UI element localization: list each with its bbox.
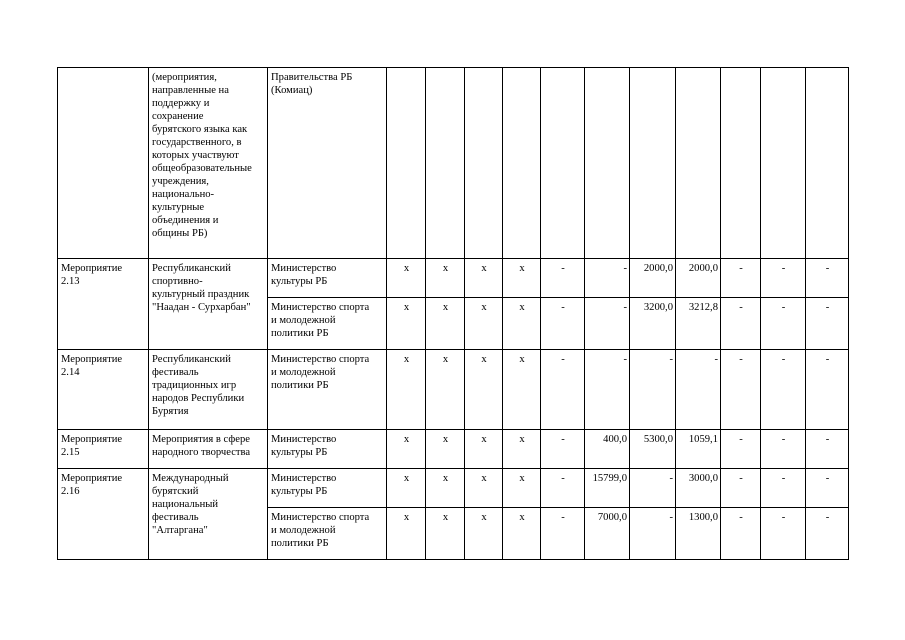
value-cell: - [630, 508, 676, 560]
value-cell: - [761, 350, 806, 430]
value-cell: 3200,0 [630, 298, 676, 350]
value-cell: - [806, 469, 849, 508]
value-cell: - [761, 259, 806, 298]
executor-cell: Министерство спорта и молодежной политики РБ [268, 350, 387, 430]
value-cell: - [806, 259, 849, 298]
value-cell [676, 68, 721, 259]
value-cell: - [806, 350, 849, 430]
value-cell: x [465, 259, 503, 298]
value-cell: - [541, 508, 585, 560]
value-cell: x [387, 508, 426, 560]
activity-name-cell: Республиканский фестиваль традиционных игр народов Республики Бурятия [149, 350, 268, 430]
executor-cell: Правительства РБ (Комиац) [268, 68, 387, 259]
value-cell: 2000,0 [630, 259, 676, 298]
value-cell: x [426, 298, 465, 350]
table-row [58, 68, 849, 259]
value-cell: 3000,0 [676, 469, 721, 508]
value-cell [630, 68, 676, 259]
value-cell: - [676, 350, 721, 430]
value-cell: 3212,8 [676, 298, 721, 350]
value-cell [585, 68, 630, 259]
value-cell: 15799,0 [585, 469, 630, 508]
activity-code-cell [58, 68, 149, 259]
activity-name-cell: Мероприятия в сфере народного творчества [149, 430, 268, 469]
value-cell: x [503, 259, 541, 298]
activity-code-cell: Мероприятие 2.14 [58, 350, 149, 430]
value-cell: - [721, 430, 761, 469]
value-cell: 2000,0 [676, 259, 721, 298]
value-cell: 1300,0 [676, 508, 721, 560]
value-cell: x [426, 469, 465, 508]
value-cell: x [465, 430, 503, 469]
executor-cell: Министерство спорта и молодежной политики РБ [268, 508, 387, 560]
value-cell: - [761, 430, 806, 469]
value-cell: - [721, 350, 761, 430]
activity-name-cell: Международный бурятский национальный фестиваль "Алтаргана" [149, 469, 268, 560]
table-row [58, 350, 849, 430]
value-cell: - [541, 350, 585, 430]
value-cell: - [541, 469, 585, 508]
executor-cell: Министерство культуры РБ [268, 430, 387, 469]
executor-cell: Министерство спорта и молодежной политики РБ [268, 298, 387, 350]
activity-code-cell: Мероприятие 2.16 [58, 469, 149, 560]
program-table [57, 67, 849, 560]
value-cell: - [806, 430, 849, 469]
value-cell: - [630, 469, 676, 508]
value-cell: - [721, 508, 761, 560]
value-cell [426, 68, 465, 259]
value-cell: x [426, 508, 465, 560]
value-cell: 1059,1 [676, 430, 721, 469]
value-cell: - [541, 259, 585, 298]
value-cell: - [541, 298, 585, 350]
value-cell: - [585, 350, 630, 430]
value-cell: x [387, 350, 426, 430]
value-cell [503, 68, 541, 259]
value-cell: - [721, 298, 761, 350]
value-cell: x [426, 259, 465, 298]
activity-code-cell: Мероприятие 2.15 [58, 430, 149, 469]
value-cell: x [387, 430, 426, 469]
table-row [58, 469, 849, 508]
value-cell: x [387, 259, 426, 298]
value-cell: x [465, 350, 503, 430]
value-cell [387, 68, 426, 259]
value-cell: x [503, 508, 541, 560]
value-cell: x [426, 350, 465, 430]
value-cell: - [806, 298, 849, 350]
value-cell: - [761, 508, 806, 560]
executor-cell: Министерство культуры РБ [268, 469, 387, 508]
value-cell: x [503, 298, 541, 350]
value-cell: - [585, 259, 630, 298]
table-row [58, 259, 849, 298]
activity-code-cell: Мероприятие 2.13 [58, 259, 149, 350]
value-cell [806, 68, 849, 259]
value-cell: x [465, 469, 503, 508]
activity-name-cell: Республиканский спортивно- культурный праздник "Наадан - Сурхарбан" [149, 259, 268, 350]
value-cell: - [541, 430, 585, 469]
value-cell: - [761, 469, 806, 508]
value-cell: x [503, 430, 541, 469]
value-cell: 400,0 [585, 430, 630, 469]
value-cell: 7000,0 [585, 508, 630, 560]
executor-cell: Министерство культуры РБ [268, 259, 387, 298]
value-cell: x [426, 430, 465, 469]
value-cell: - [761, 298, 806, 350]
table-row [58, 430, 849, 469]
value-cell [721, 68, 761, 259]
value-cell: - [630, 350, 676, 430]
value-cell [541, 68, 585, 259]
value-cell: x [503, 350, 541, 430]
value-cell: x [465, 508, 503, 560]
value-cell: x [387, 298, 426, 350]
value-cell: - [585, 298, 630, 350]
value-cell: x [387, 469, 426, 508]
value-cell [465, 68, 503, 259]
value-cell: x [465, 298, 503, 350]
value-cell [761, 68, 806, 259]
value-cell: - [721, 469, 761, 508]
value-cell: - [721, 259, 761, 298]
value-cell: - [806, 508, 849, 560]
value-cell: 5300,0 [630, 430, 676, 469]
value-cell: x [503, 469, 541, 508]
activity-name-cell: (мероприятия, направленные на поддержку и сохранение бурятского языка как государственного, в которых участвуют общеобразовательные учреждения, национально- культурные объединения и общины РБ) [149, 68, 268, 259]
